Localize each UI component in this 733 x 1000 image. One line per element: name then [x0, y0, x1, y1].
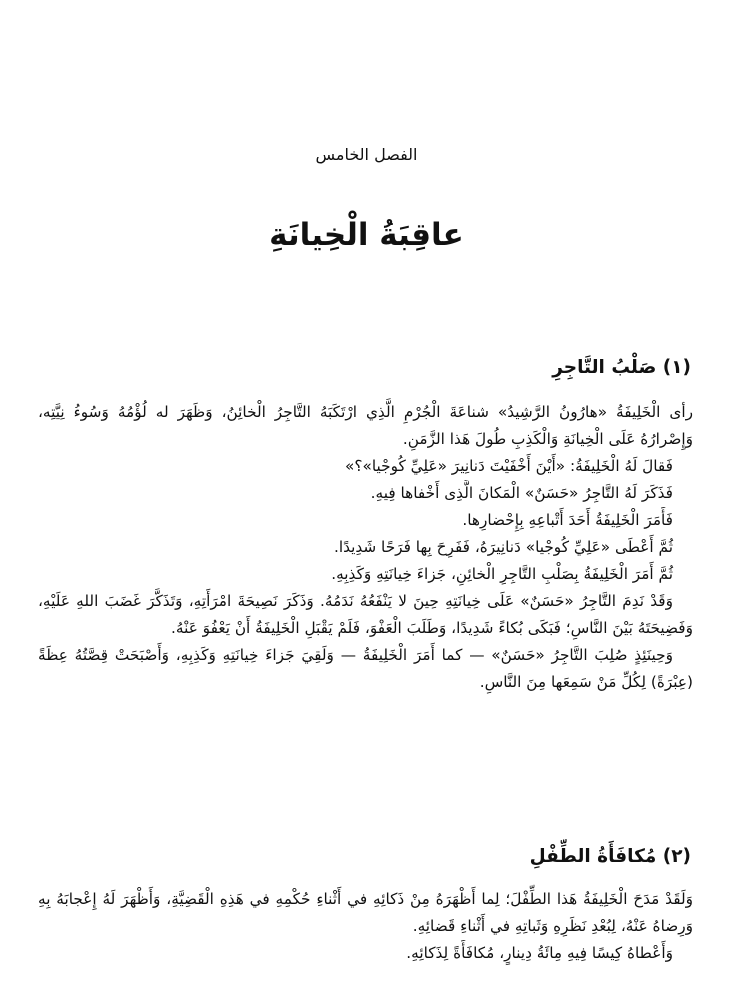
section-2-body: [38, 886, 693, 967]
section-heading-1: (١) صَلْبُ التَّاجِرِ: [552, 357, 691, 378]
paragraph: فَقالَ لَهُ الْخَلِيفَةُ: «أَيْنَ أَخْفَيْتَ دَنانِيرَ «عَلِيِّ كُوجْيا»؟»: [345, 457, 673, 475]
section-1-body: [38, 399, 693, 696]
paragraph: وَلَقَدْ مَدَحَ الْخَلِيفَةُ هَذا الطِّفْلَ؛ لِما أَظْهَرَهُ مِنْ ذَكائِهِ في أَثْناءِ حُكْمِهِ في هَذِهِ الْقَضِيَّةِ، وَأَظْهَرَ لَهُ إِعْجابَهُ بِهِ وَرِضاهُ عَنْهُ، لِبُعْدِ نَظَرِهِ وَثَباتِهِ في أَثْناءِ قَضائِهِ.: [38, 890, 693, 935]
paragraph: وَأَعْطاهُ كِيسًا فِيهِ مِائَةُ دِينارٍ، مُكافَأَةً لِذَكائِهِ.: [406, 944, 673, 962]
paragraph: ثُمَّ أَعْطَى «عَلِيِّ كُوجْيا» دَنانِيرَهُ، فَفَرِحَ بِها فَرَحًا شَدِيدًا.: [333, 538, 673, 556]
paragraph: فَذَكَرَ لَهُ التَّاجِرُ «حَسَنٌ» الْمَكانَ الَّذِى أَخْفاها فِيهِ.: [370, 484, 673, 502]
chapter-label: الفصل الخامس: [315, 145, 418, 164]
paragraph: ثُمَّ أَمَرَ الْخَلِيفَةُ بِصَلْبِ التَّاجِرِ الْخائِنِ، جَزاءَ خِيانَتِهِ وَكَذِبِهِ.: [331, 565, 673, 583]
paragraph: فَأَمَرَ الْخَلِيفَةُ أَحَدَ أَتْباعِهِ بِإِحْضارِها.: [462, 511, 673, 529]
paragraph: وَقَدْ نَدِمَ التَّاجِرُ «حَسَنٌ» عَلَى خِيانَتِهِ حِينَ لا يَنْفَعُهُ نَدَمُهُ. وَذَكَرَ نَصِيحَةَ امْرَأَتِهِ، وَتَذَكَّرَ غَضَبَ اللهِ عَلَيْهِ، وَفَضِيحَتَهُ بَيْنَ النَّاسِ؛ فَبَكَى بُكاءً شَدِيدًا، وَطَلَبَ الْعَفْوَ، فَلَمْ يَقْبَلِ الْخَلِيفَةُ أَنْ يَعْفُوَ عَنْهُ.: [38, 592, 693, 637]
section-heading-2: (٢) مُكافَأَةُ الطِّفْلِ: [529, 846, 691, 867]
chapter-title: عاقِبَةُ الْخِيانَةِ: [269, 217, 464, 253]
paragraph: وَحِينَئِذٍ صُلِبَ التَّاجِرُ «حَسَنٌ» — كما أَمَرَ الْخَلِيفَةُ — وَلَقِيَ جَزاءَ خِيانَتِهِ وَكَذِبِهِ، وَأَصْبَحَتْ قِصَّتُهُ عِظَةً (عِبْرَةً) لِكُلِّ مَنْ سَمِعَها مِنَ النَّاسِ.: [38, 646, 693, 691]
paragraph: رأى الْخَلِيفَةُ «هارُونُ الرَّشِيدُ» شناعَةَ الْجُرْمِ الَّذِي ارْتَكَبَهُ التَّاجِرُ الْخائِنُ، وَظَهَرَ له لُؤْمُهُ وَسُوءُ نِيَّتِه، وَإِصْرارُهُ عَلَى الْخِيانَةِ وَالْكَذِبِ طُولَ هَذا الزَّمَنِ.: [38, 403, 693, 448]
